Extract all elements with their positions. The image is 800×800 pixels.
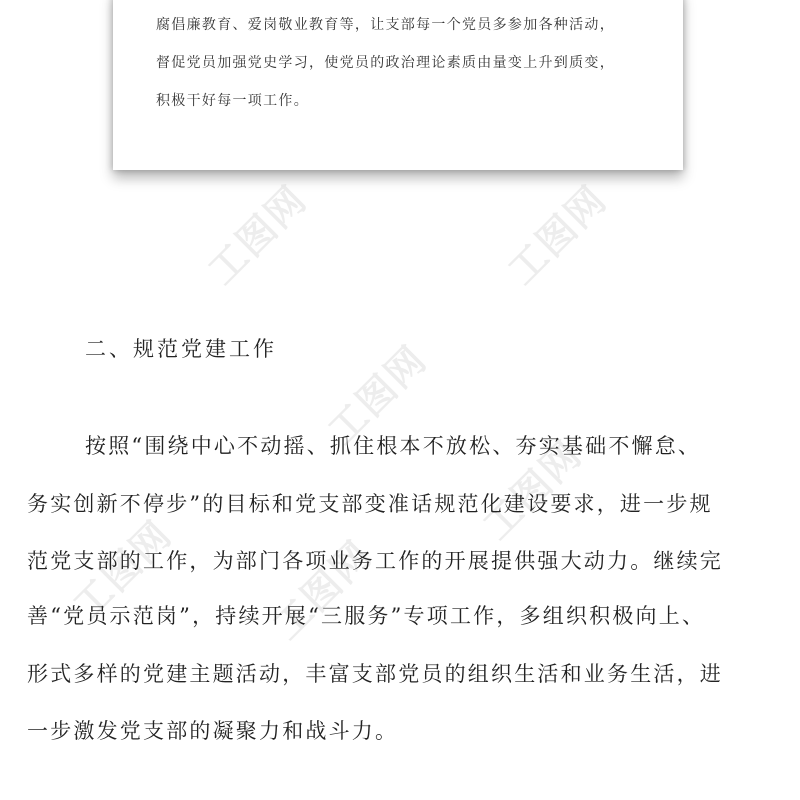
paragraph-line: 务实创新不停步”的目标和党支部变准话规范化建设要求，进一步规 bbox=[27, 492, 713, 516]
watermark: 工图网 bbox=[319, 336, 436, 453]
paragraph-line: 形式多样的党建主题活动，丰富支部党员的组织生活和业务生活，进 bbox=[27, 662, 723, 686]
watermark: 工图网 bbox=[264, 531, 381, 648]
card-text-line: 督促党员加强党史学习，使党员的政治理论素质由量变上升到质变， bbox=[156, 55, 615, 71]
watermark: 工图网 bbox=[474, 431, 591, 548]
paragraph-line: 范党支部的工作，为部门各项业务工作的开展提供强大动力。继续完 bbox=[27, 549, 723, 573]
paragraph-line: 善“党员示范岗”，持续开展“三服务”专项工作，多组织积极向上、 bbox=[27, 604, 706, 628]
watermark: 工图网 bbox=[64, 511, 181, 628]
section-heading: 二、规范党建工作 bbox=[85, 337, 277, 361]
card-text-line: 积极干好每一项工作。 bbox=[156, 93, 309, 109]
watermark: 工图网 bbox=[199, 176, 316, 293]
paragraph-line: 按照“围绕中心不动摇、抓住根本不放松、夯实基础不懈怠、 bbox=[85, 434, 702, 458]
paragraph-line: 一步激发党支部的凝聚力和战斗力。 bbox=[27, 719, 399, 743]
watermark: 工图网 bbox=[499, 176, 616, 293]
card-text-line: 腐倡廉教育、爱岗敬业教育等，让支部每一个党员多参加各种活动， bbox=[156, 17, 615, 33]
document-preview-card bbox=[113, 0, 683, 170]
